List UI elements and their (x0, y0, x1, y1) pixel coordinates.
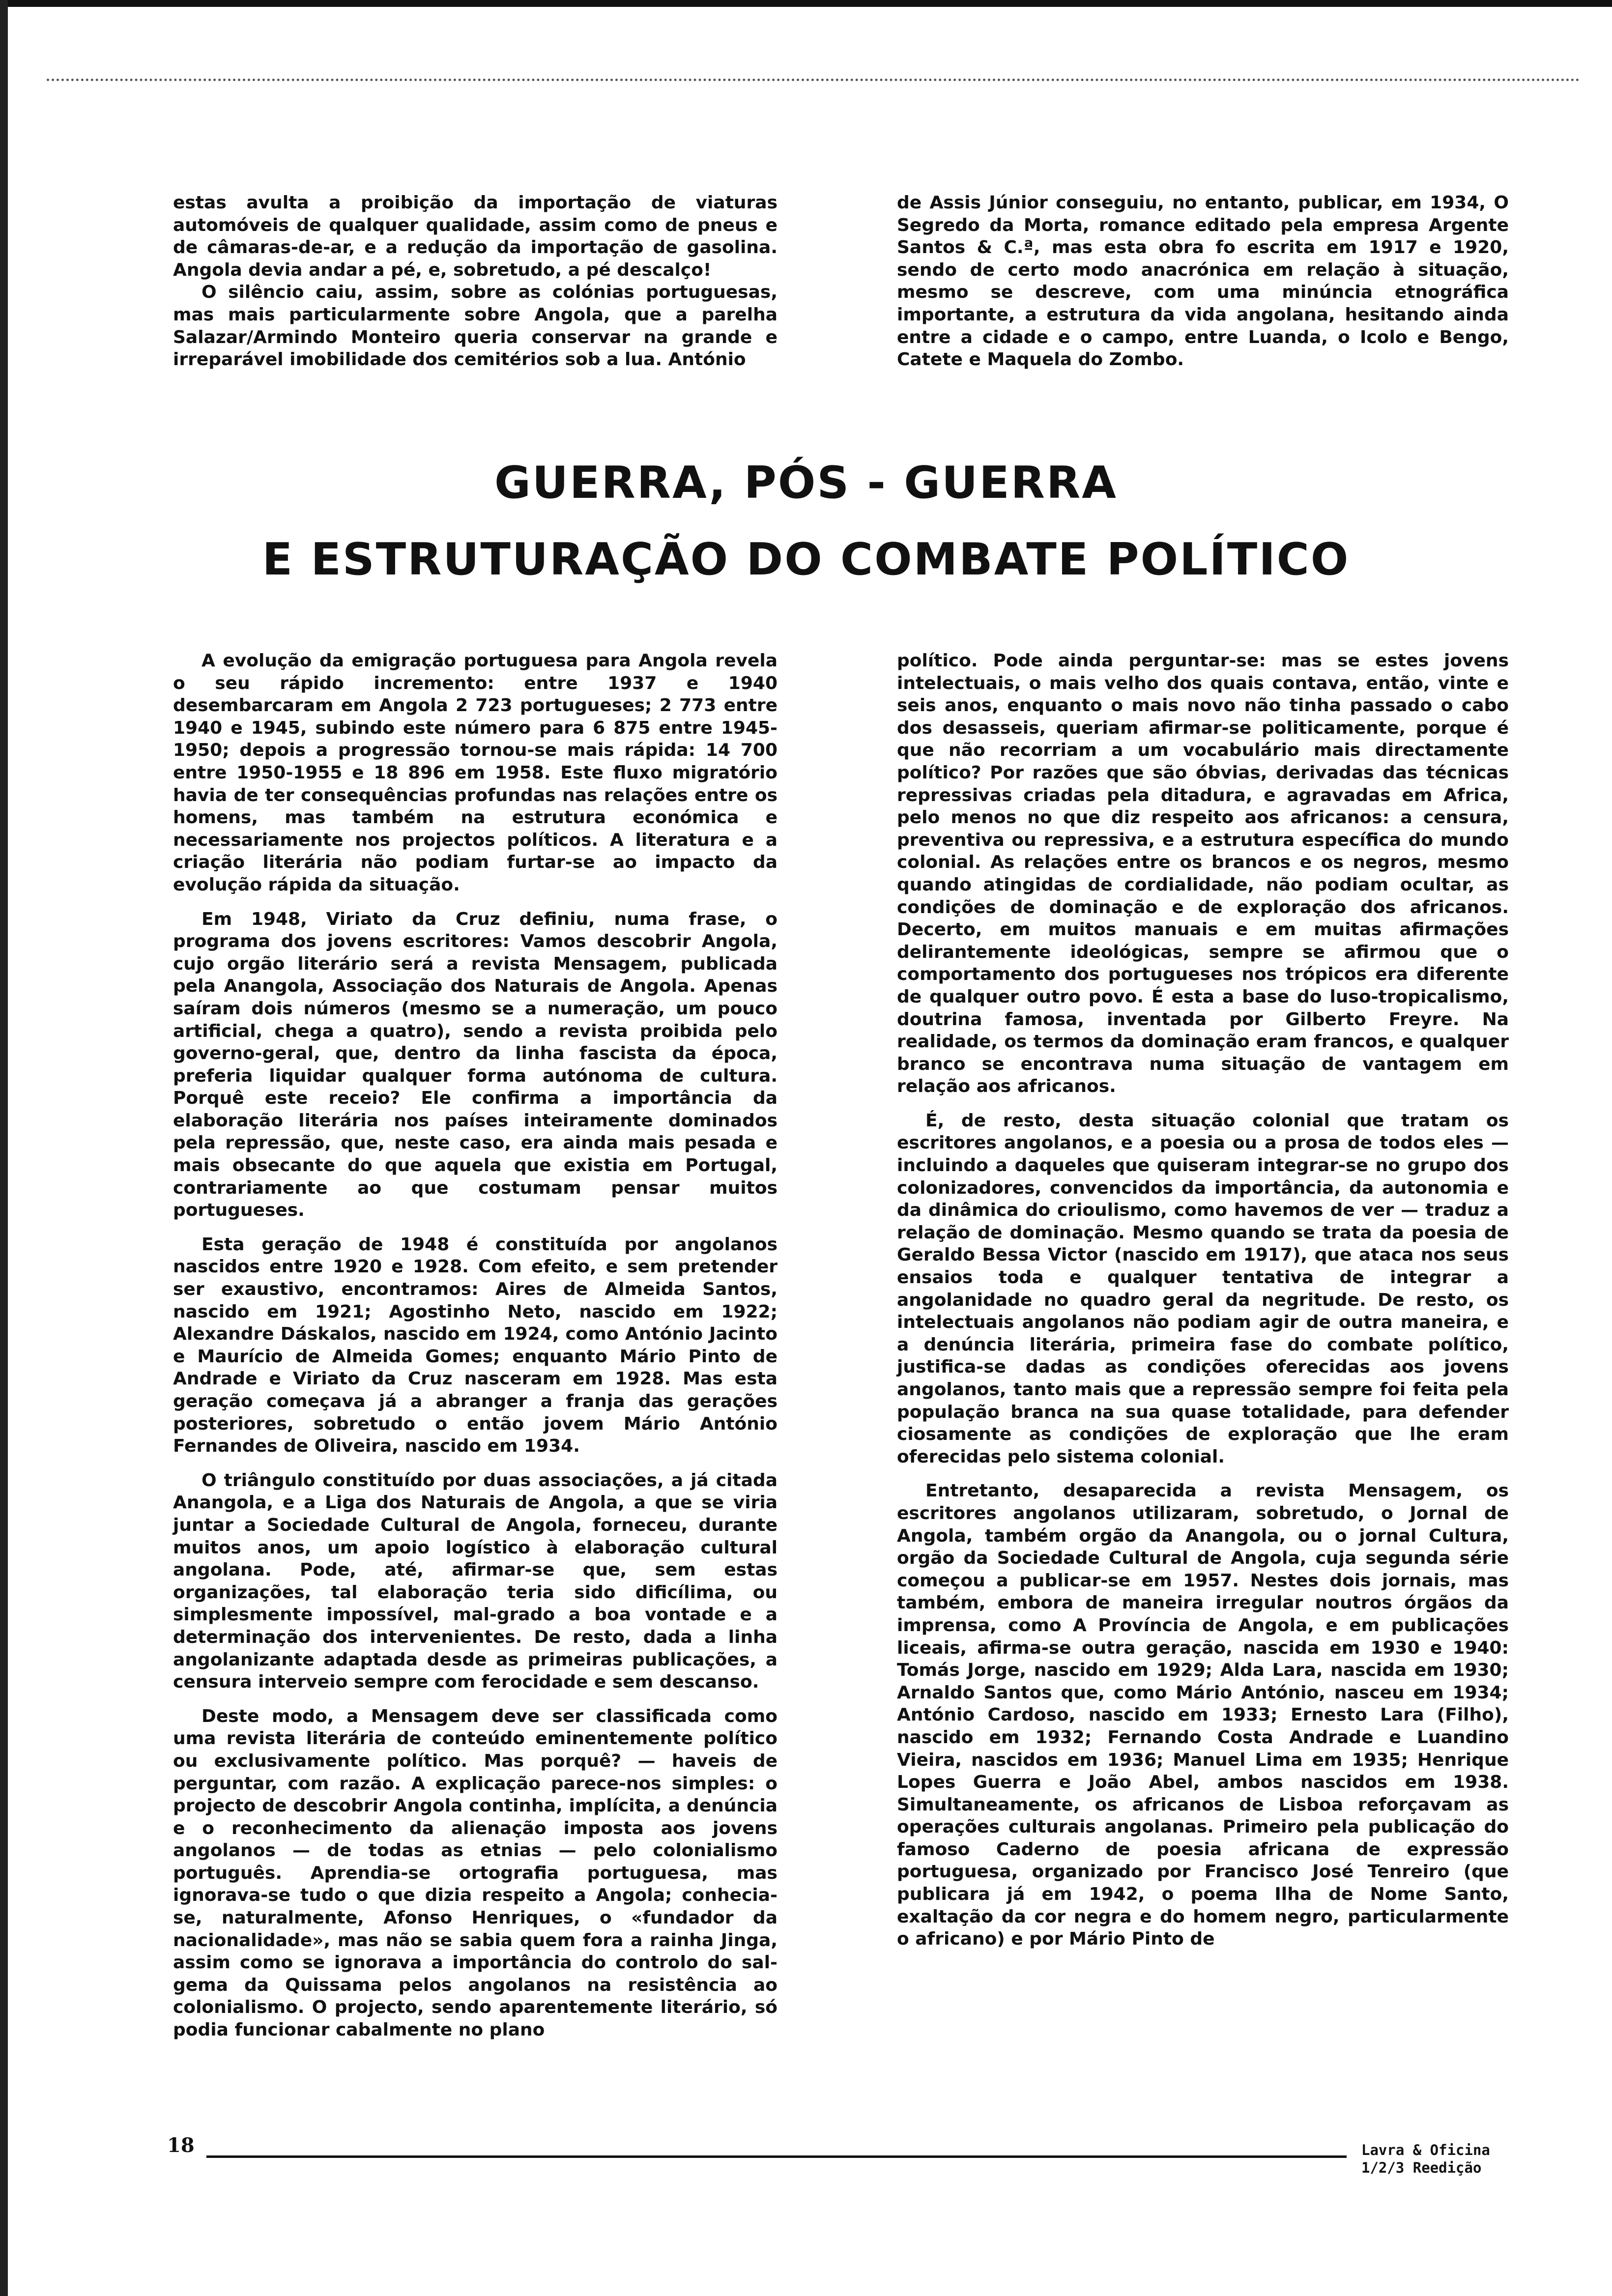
header-rule (47, 79, 1580, 81)
paragraph: estas avulta a proibição da importação de viaturas automóveis de qualquer qualidade, assim como de pneus e de câmaras-de-ar, e a redução da importação de gasolina. Angola devia andar a pé, e, sobretudo, a pé descalço! (173, 193, 777, 280)
paragraph: político. Pode ainda perguntar-se: mas se estes jovens intelectuais, o mais velho dos quais contava, então, vinte e seis anos, enquanto o mais novo não tinha passado o cabo dos desasseis, queriam afirmar-se politicamente, porque é que não recorriam a um vocabulário mais directamente político? Por razões que são óbvias, derivadas das técnicas repressivas criadas pela ditadura, e agravadas em Africa, pelo menos no que diz respeito aos africanos: a censura, preventiva ou repressiva, e a estrutura específica do mundo colonial. As relações entre os brancos e os negros, mesmo quando atingidas de cordialidade, não podiam ocultar, as condições de dominação e de exploração dos africanos. Decerto, em muitos manuais e em muitas afirmações delirantemente ideológicas, sempre se afirmou que o comportamento dos portugueses nos trópicos era diferente de qualquer outro povo. É esta a base do luso-tropicalismo, doutrina famosa, inventada por Gilberto Freyre. Na realidade, os termos da dominação eram francos, e qualquer branco se encontrava numa situação de vantagem em relação aos africanos. (897, 651, 1509, 1097)
paragraph: de Assis Júnior conseguiu, no entanto, publicar, em 1934, O Segredo da Morta, romance editado pela empresa Argente Santos & C.ª, mas esta obra fo escrita em 1917 e 1920, sendo de certo modo anacrónica em relação à situação, mesmo se descreve, com uma minúncia etnográfica importante, a estrutura da vida angolana, hesitando ainda entre a cidade e o campo, entre Luanda, o Icolo e Bengo, Catete e Maquela do Zombo. (897, 193, 1509, 370)
top-right-column (897, 192, 1509, 371)
scan-left-edge (0, 0, 8, 2296)
publication-issue: 1/2/3 Reedição (1361, 2159, 1482, 2176)
paragraph: A evolução da emigração portuguesa para Angola revela o seu rápido incremento: entre 1937 e 1940 desembarcaram em Angola 2 723 portugueses; 2 773 entre 1940 e 1945, subindo este número para 6 875 entre 1945-1950; depois a progressão tornou-se mais rápida: 14 700 entre 1950-1955 e 18 896 em 1958. Este fluxo migratório havia de ter consequências profundas nas relações entre os homens, mas também na estrutura económica e necessariamente nos projectos políticos. A literatura e a criação literária não podiam furtar-se ao impacto da evolução rápida da situação. (173, 651, 777, 895)
paragraph: Em 1948, Viriato da Cruz definiu, numa frase, o programa dos jovens escritores: Vamos descobrir Angola, cujo orgão literário será a revista Mensagem, publicada pela Anangola, Associação dos Naturais de Angola. Apenas saíram dois números (mesmo se a numeração, um pouco artificial, chega a quatro), sendo a revista proibida pelo governo-geral, que, dentro da linha fascista da época, preferia liquidar qualquer forma autónoma de cultura. Porquê este receio? Ele confirma a importância da elaboração literária nos países inteiramente dominados pela repressão, que, neste caso, era ainda mais pesada e mais obsecante do que aquela que existia em Portugal, contrariamente ao que costumam pensar muitos portugueses. (173, 909, 777, 1221)
paragraph: O triângulo constituído por duas associações, a já citada Anangola, e a Liga dos Naturais de Angola, a que se viria juntar a Sociedade Cultural de Angola, forneceu, durante muitos anos, um apoio logístico à elaboração cultural angolana. Pode, até, afirmar-se que, sem estas organizações, tal elaboração teria sido dificílima, ou simplesmente impossível, mal-grado a boa vontade e a determinação dos intervenientes. De resto, dada a linha angolanizante adaptada desde as primeiras publicações, a censura interveio sempre com ferocidade e sem descanso. (173, 1470, 777, 1693)
footer-rule (206, 2155, 1347, 2158)
section-headline-line-1: GUERRA, PÓS - GUERRA (494, 457, 1118, 509)
section-headline-line-2: E ESTRUTURAÇÃO DO COMBATE POLÍTICO (262, 534, 1350, 585)
publication-credit (1361, 2141, 1509, 2177)
paragraph: É, de resto, desta situação colonial que tratam os escritores angolanos, e a poesia ou a prosa de todos eles — incluindo a daqueles que quiseram integrar-se no grupo dos colonizadores, convencidos da importância, da autonomia e da dinâmica do crioulismo, como havemos de ver — traduz a relação de dominação. Mesmo quando se trata da poesia de Geraldo Bessa Victor (nascido em 1917), que ataca nos seus ensaios toda e qualquer tentativa de integrar a angolanidade no quadro geral da negritude. De resto, os intelectuais angolanos não podiam agir de outra maneira, e a denúncia literária, primeira fase do combate político, justifica-se dadas as condições oferecidas aos jovens angolanos, tanto mais que a repressão sempre foi feita pela população branca na sua quase totalidade, para defender ciosamente as condições de exploração que lhe eram oferecidas pelo sistema colonial. (897, 1110, 1509, 1467)
main-right-column (897, 650, 1509, 1951)
scan-top-edge (0, 0, 1612, 7)
paragraph: O silêncio caiu, assim, sobre as colónias portuguesas, mas mais particularmente sobre Angola, que a parelha Salazar/Armindo Monteiro queria conservar na grande e irreparável imobilidade dos cemitérios sob a lua. António (173, 282, 777, 370)
top-left-column (173, 192, 777, 371)
paragraph: Deste modo, a Mensagem deve ser classificada como uma revista literária de conteúdo eminentemente político ou exclusivamente político. Mas porquê? — haveis de perguntar, com razão. A explicação parece-nos simples: o projecto de descobrir Angola continha, implícita, a denúncia e o reconhecimento da alienação imposta aos jovens angolanos — de todas as etnias — pelo colonialismo português. Aprendia-se ortografia portuguesa, mas ignorava-se tudo o que dizia respeito a Angola; conhecia-se, naturalmente, Afonso Henriques, o «fundador da nacionalidade», mas não se sabia quem fora a rainha Jinga, assim como se ignorava a importância do controlo do sal-gema da Quissama pelos angolanos na resistência ao colonialismo. O projecto, sendo aparentemente literário, só podia funcionar cabalmente no plano (173, 1706, 777, 2040)
paragraph: Esta geração de 1948 é constituída por angolanos nascidos entre 1920 e 1928. Com efeito, e sem pretender ser exaustivo, encontramos: Aires de Almeida Santos, nascido em 1921; Agostinho Neto, nascido em 1922; Alexandre Dáskalos, nascido em 1924, como António Jacinto e Maurício de Almeida Gomes; enquanto Mário Pinto de Andrade e Viriato da Cruz nasceram em 1928. Mas esta geração começava já a abranger a franja das gerações posteriores, sobretudo o então jovem Mário António Fernandes de Oliveira, nascido em 1934. (173, 1234, 777, 1457)
paragraph: Entretanto, desaparecida a revista Mensagem, os escritores angolanos utilizaram, sobretudo, o Jornal de Angola, também orgão da Anangola, ou o jornal Cultura, orgão da Sociedade Cultural de Angola, cuja segunda série começou a publicar-se em 1957. Nestes dois jornais, mas também, embora de maneira irregular noutros órgãos da imprensa, como A Província de Angola, e em publicações liceais, afirma-se outra geração, nascida em 1930 e 1940: Tomás Jorge, nascido em 1929; Alda Lara, nascida em 1930; Arnaldo Santos que, como Mário António, nasceu em 1934; António Cardoso, nascido em 1933; Ernesto Lara (Filho), nascido em 1932; Fernando Costa Andrade e Luandino Vieira, nascidos em 1936; Manuel Lima em 1935; Henrique Lopes Guerra e João Abel, ambos nascidos em 1938. Simultaneamente, os africanos de Lisboa reforçavam as operações culturais angolanas. Primeiro pela publicação do famoso Caderno de poesia africana de expressão portuguesa, organizado por Francisco José Tenreiro (que publicara já em 1942, o poema Ilha de Nome Santo, exaltação da cor negra e do homem negro, particularmente o africano) e por Mário Pinto de (897, 1481, 1509, 1950)
publication-name: Lavra & Oficina (1361, 2142, 1490, 2158)
main-left-column (173, 650, 777, 2041)
page-number: 18 (167, 2134, 195, 2157)
